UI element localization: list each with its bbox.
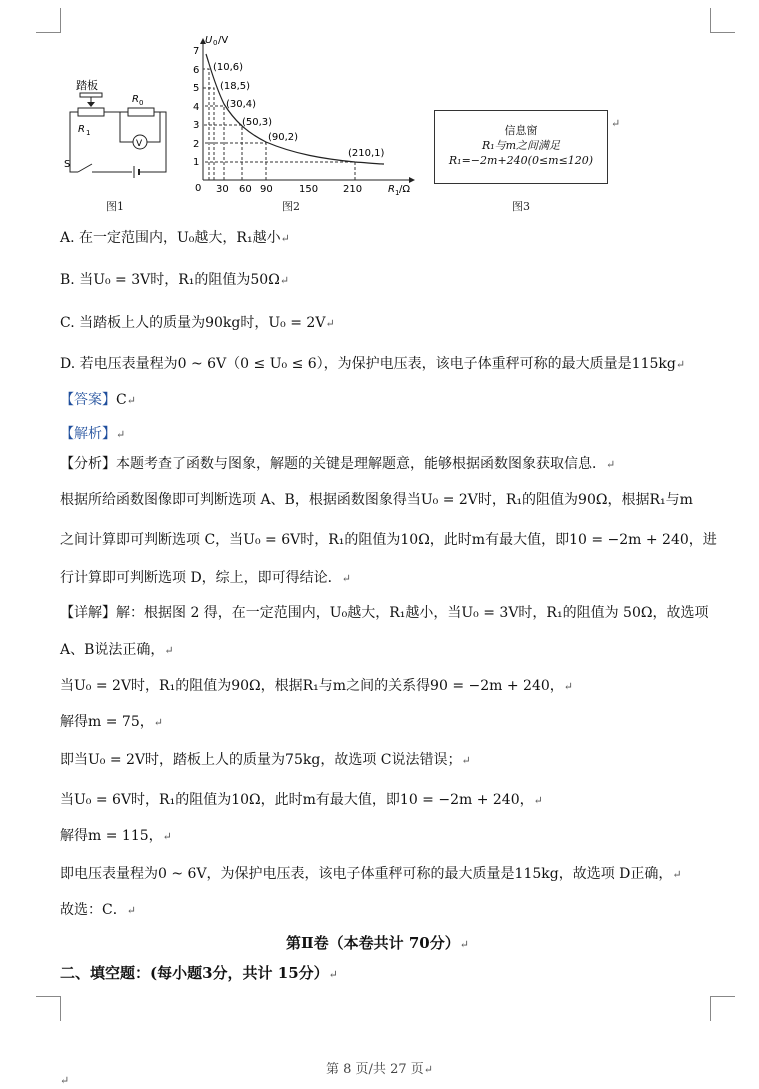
point-label-50-3: (50,3) xyxy=(242,117,273,128)
r1-label: R xyxy=(78,124,85,135)
point-label-18-5: (18,5) xyxy=(220,81,251,92)
pedal-label: 踏板 xyxy=(76,79,98,92)
x-tick-90: 90 xyxy=(260,184,273,195)
y-axis-unit: /V xyxy=(218,35,229,46)
body-line-6: A、B说法正确，↵ xyxy=(60,642,174,658)
y-tick-7: 7 xyxy=(193,46,200,57)
x-tick-210: 210 xyxy=(343,184,363,195)
body-line-2: 根据所给函数图像即可判断选项 A、B，根据函数图象得当U₀ = 2V时，R₁的阻值为90Ω，根据R₁与m xyxy=(60,492,693,508)
body-line-5: 【详解】解：根据图 2 得，在一定范围内，U₀越大，R₁越小，当U₀ = 3V时，R₁的阻值为 50Ω，故选项 xyxy=(60,605,709,621)
figure-2-graph xyxy=(184,28,420,198)
body-line-8: 解得m = 75，↵ xyxy=(60,714,163,730)
option-d: D. 若电压表量程为0 ~ 6V（0 ≤ U₀ ≤ 6），为保护电压表，该电子体重秤可称的最大质量是115kg↵ xyxy=(60,356,686,372)
body-line-12: 即电压表量程为0 ~ 6V，为保护电压表，该电子体重秤可称的最大质量是115kg，故选项 D正确，↵ xyxy=(60,866,682,882)
pedal-plate xyxy=(80,93,102,97)
y-tick-5: 5 xyxy=(193,83,200,94)
x-axis-unit: /Ω xyxy=(399,184,411,195)
r0-label: R xyxy=(132,94,139,105)
y-axis-sub: 0 xyxy=(213,39,218,47)
origin-label: 0 xyxy=(195,183,202,194)
part-title: 二、填空题：(每小题3分，共计 15分）↵ xyxy=(60,964,338,982)
answer-label: 【答案】 xyxy=(60,392,116,408)
x-axis-arrow xyxy=(409,177,415,183)
analysis-label: 【解析】↵ xyxy=(60,426,126,442)
x-tick-30: 30 xyxy=(216,184,229,195)
r0-sub: 0 xyxy=(139,99,144,107)
info-line-1: R₁与m之间满足 xyxy=(481,139,561,152)
info-line-2: R₁=−2m+240(0≤m≤120) xyxy=(448,154,594,167)
body-line-10: 当U₀ = 6V时，R₁的阻值为10Ω，此时m有最大值，即10 = −2m + 240，↵ xyxy=(60,792,543,808)
body-line-13: 故选：C．↵ xyxy=(60,902,136,918)
body-line-7: 当U₀ = 2V时，R₁的阻值为90Ω，根据R₁与m之间的关系得90 = −2m + 240，↵ xyxy=(60,678,573,694)
point-label-10-6: (10,6) xyxy=(213,62,244,73)
crop-mark-top-right xyxy=(710,8,735,33)
wire-left xyxy=(70,112,78,172)
y-tick-6: 6 xyxy=(193,65,200,76)
resistor-r0 xyxy=(128,108,154,116)
section-title: 第Ⅱ卷（本卷共计 70分）↵ xyxy=(286,934,469,952)
y-tick-2: 2 xyxy=(193,139,200,150)
y-tick-3: 3 xyxy=(193,120,200,131)
switch-label: S xyxy=(64,159,71,170)
point-label-90-2: (90,2) xyxy=(268,132,299,143)
return-mark-fig3: ↵ xyxy=(611,117,621,130)
crop-mark-top-left xyxy=(36,8,61,33)
return-mark-bottom: ↵ xyxy=(60,1074,70,1087)
x-axis-label: R xyxy=(388,184,395,195)
figure-2-caption: 图2 xyxy=(282,200,300,213)
option-b: B. 当U₀ = 3V时，R₁的阻值为50Ω↵ xyxy=(60,272,290,288)
y-tick-1: 1 xyxy=(193,157,200,168)
figure-3-caption: 图3 xyxy=(512,200,530,213)
y-axis-label: U xyxy=(205,35,213,46)
switch-blade xyxy=(78,164,92,172)
body-line-11: 解得m = 115，↵ xyxy=(60,828,172,844)
body-line-9: 即当U₀ = 2V时，踏板上人的质量为75kg，故选项 C说法错误；↵ xyxy=(60,752,471,768)
resistor-r1 xyxy=(78,108,104,116)
page-footer: 第 8 页/共 27 页↵ xyxy=(326,1062,433,1077)
voltmeter-label: V xyxy=(136,139,143,149)
x-axis-sub: 1 xyxy=(395,189,400,197)
option-a: A. 在一定范围内，U₀越大，R₁越小↵ xyxy=(60,230,290,246)
crop-mark-bottom-left xyxy=(36,996,61,1021)
point-label-210-1: (210,1) xyxy=(348,148,385,159)
y-tick-4: 4 xyxy=(193,102,200,113)
option-c: C. 当踏板上人的质量为90kg时，U₀ = 2V↵ xyxy=(60,315,335,331)
r1-sub: 1 xyxy=(86,129,91,137)
figure-1-circuit xyxy=(58,76,178,186)
answer-value: C xyxy=(116,392,127,408)
body-line-3: 之间计算即可判断选项 C，当U₀ = 6V时，R₁的阻值为10Ω，此时m有最大值，即10 = −2m + 240，进 xyxy=(60,532,717,548)
info-title: 信息窗 xyxy=(504,124,538,137)
crop-mark-bottom-right xyxy=(710,996,735,1021)
point-label-30-4: (30,4) xyxy=(226,99,257,110)
slider-arrow xyxy=(87,102,95,107)
body-line-4: 行计算即可判断选项 D，综上，即可得结论．↵ xyxy=(60,570,351,586)
answer-line: 【答案】C↵ xyxy=(60,392,136,408)
figure-1-caption: 图1 xyxy=(106,200,124,213)
body-line-1: 【分析】本题考查了函数与图象，解题的关键是理解题意，能够根据函数图象获取信息．↵ xyxy=(60,456,616,472)
x-tick-60: 60 xyxy=(239,184,252,195)
figure-3-info-box xyxy=(434,110,608,184)
x-tick-150: 150 xyxy=(299,184,319,195)
